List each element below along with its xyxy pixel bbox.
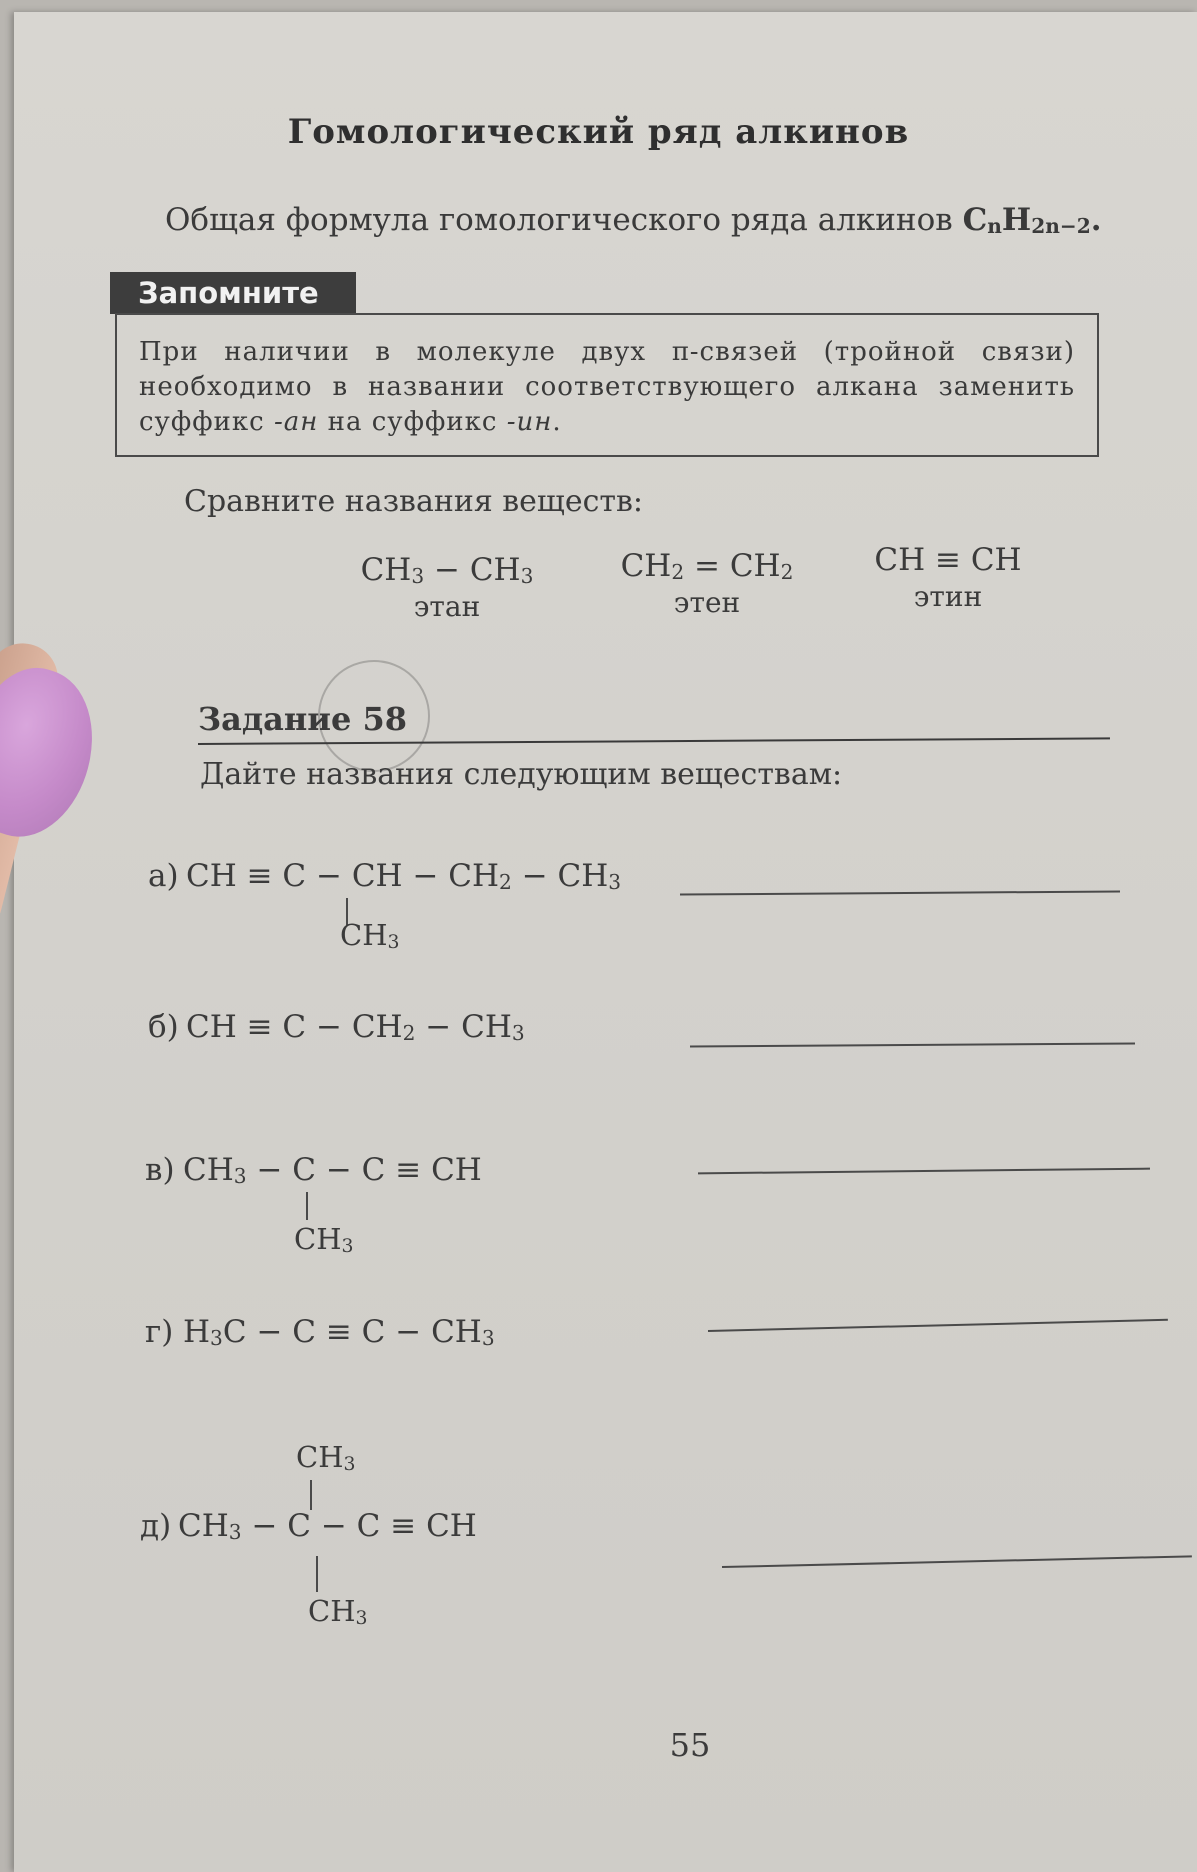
bond-line: [306, 1192, 308, 1220]
task-title: Задание 58: [198, 700, 408, 738]
molecule-name: этан: [413, 590, 481, 624]
suffix-new: -ин: [506, 407, 553, 437]
remember-tab: Запомните: [110, 272, 356, 314]
bond-line: [316, 1556, 318, 1592]
general-formula-line: [165, 202, 1102, 238]
molecule-ethyne: [868, 542, 1028, 613]
compare-heading: Сравните названия веществ:: [184, 484, 643, 519]
bond-line: [310, 1480, 312, 1510]
task-question: Дайте названия следующим веществам:: [200, 757, 843, 792]
remember-text-2: на суффикс: [318, 407, 507, 437]
molecule-ethene: [612, 548, 802, 619]
remember-box: [115, 313, 1099, 457]
item-d-branch-top: $CH_3$: [296, 1440, 356, 1475]
item-g-formula: г) $H_3C - C \equiv C - CH_3$: [145, 1314, 495, 1351]
molecule-formula: $CH_2 = CH_2$: [620, 548, 794, 585]
molecule-formula: CH ≡ CH: [874, 542, 1022, 578]
molecule-ethane: [352, 552, 542, 623]
item-v-formula: в) $CH_3 - C - C$ ≡ CH: [145, 1152, 482, 1189]
item-b-formula: б) CH ≡ $C - CH_2 - CH_3$: [148, 1009, 525, 1046]
molecule-formula: $CH_3 - CH_3$: [360, 552, 534, 589]
suffix-old: -ан: [273, 407, 319, 437]
remember-text-1: При наличии в молекуле двух π-связей (тройной связи) необходимо в названии соответствующего алкана заменить суффикс: [139, 337, 1075, 437]
general-formula: $C_nH_{2n-2}$.: [962, 202, 1102, 239]
page-title: Гомологический ряд алкинов: [287, 112, 910, 152]
page-number: 55: [669, 1726, 711, 1764]
molecule-name: этен: [673, 586, 741, 620]
item-d-branch-bottom: $CH_3$: [308, 1594, 368, 1629]
remember-text-3: .: [552, 407, 562, 437]
molecule-name: этин: [913, 580, 983, 613]
general-formula-text: Общая формула гомологического ряда алкинов: [165, 202, 953, 238]
item-a-formula: а) CH ≡ C − CH − $CH_2 - CH_3$: [148, 858, 622, 895]
item-d-formula: д) $CH_3 - C - C$ ≡ CH: [140, 1508, 477, 1545]
item-v-branch: $CH_3$: [294, 1222, 354, 1257]
item-a-branch: $CH_3$: [340, 918, 400, 953]
